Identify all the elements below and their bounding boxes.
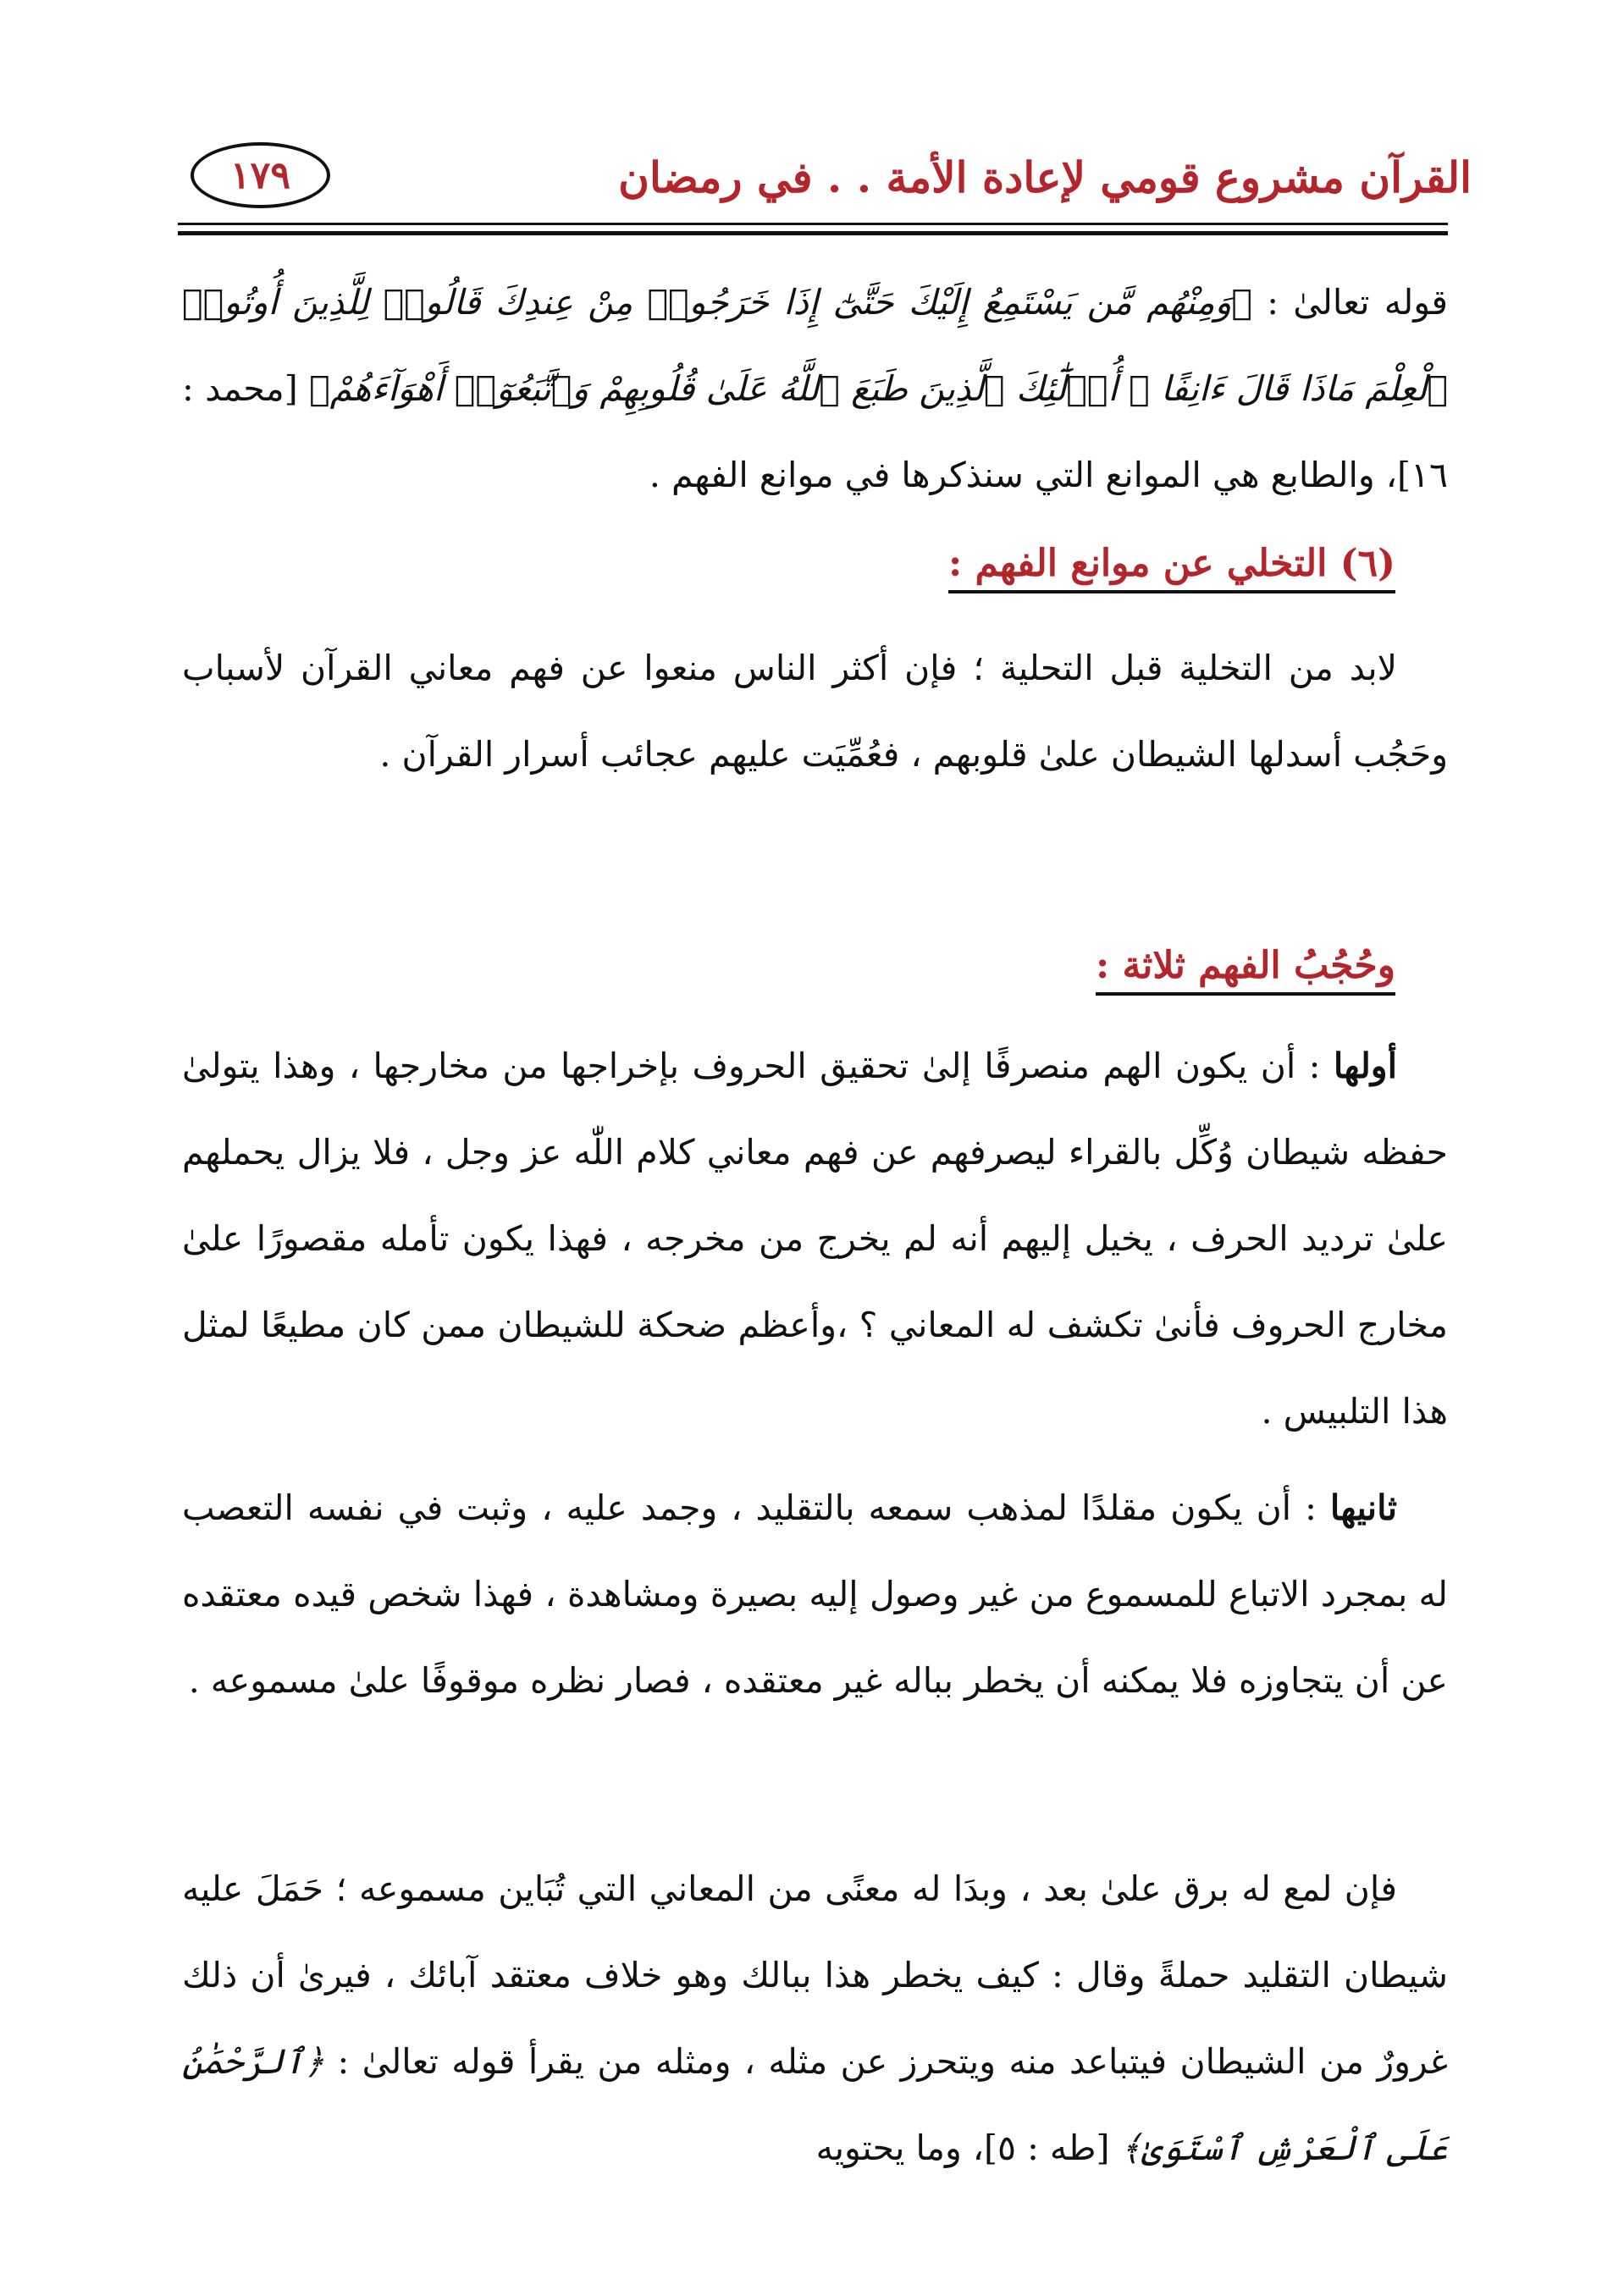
para5-text: فإن لمع له برق علىٰ بعد ، وبدَا له معنًى من المعاني التي تُبَاين مسموعه ؛ حَمَلَ عليه شيطان التقليد حملةً وقال : كيف يخطر هذا ببالك وهو خلاف معتقد آبائك ، فيرىٰ أن ذلك غرورٌ من الشيطان فيتباعد منه ويتحرز عن مثله ، ومثله من يقرأ قوله تعالىٰ :: [182, 1868, 1448, 2082]
header-rule-thin: [178, 223, 1448, 225]
paragraph-1: [182, 259, 1448, 518]
section-heading-6: (٦) التخلي عن موانع الفهم :: [948, 542, 1395, 593]
subheading-hujub: وحُجُبُ الفهم ثلاثة :: [1096, 944, 1395, 996]
paragraph-4: [182, 1465, 1448, 1724]
quran-verse-2: ﴿ٱلرَّحْمَٰنُ عَلَى ٱلْعَرْشِ ٱسْتَوَىٰ﴾: [182, 2041, 1448, 2168]
paragraph-2: [182, 625, 1448, 798]
page-number-badge: [191, 142, 330, 208]
paragraph-3: [182, 1023, 1448, 1454]
para1-intro: قوله تعالىٰ :: [1252, 282, 1448, 323]
page-number: ١٧٩: [230, 153, 290, 197]
header-rule-thick: [178, 231, 1448, 235]
para5-rest: [طه : ٥]، وما يحتويه: [815, 2128, 1121, 2168]
para3-text: : أن يكون الهم منصرفًا إلىٰ تحقيق الحروف بإخراجها من مخارجها ، وهذا يتولىٰ حفظه شيطان وُكِّل بالقراء ليصرفهم عن فهم معاني كلام اللّٰه عز وجل ، فلا يزال يحملهم علىٰ ترديد الحرف ، يخيل إليهم أنه لم يخرج من مخرجه ، فهذا يكون تأمله مقصورًا علىٰ مخارج الحروف فأنىٰ تكشف له المعاني ؟ ،وأعظم ضحكة للشيطان ممن كان مطيعًا لمثل هذا التلبيس .: [182, 1046, 1448, 1432]
para2-text: لابد من التخلية قبل التحلية ؛ فإن أكثر الناس منعوا عن فهم معاني القرآن لأسباب وحَجُب أسدلها الشيطان علىٰ قلوبهم ، فعُمِّيَت عليهم عجائب أسرار القرآن .: [182, 648, 1448, 775]
para4-lead: ثانيها: [1329, 1487, 1397, 1528]
para3-lead: أولها: [1333, 1046, 1397, 1086]
para4-text: : أن يكون مقلدًا لمذهب سمعه بالتقليد ، وجمد عليه ، وثبت في نفسه التعصب له بمجرد الاتباع للمسموع من غير وصول إليه بصيرة ومشاهدة ، فهذا شخص قيده معتقده عن أن يتجاوزه فلا يمكنه أن يخطر بباله غير معتقده ، فصار نظره موقوفًا علىٰ مسموعه .: [182, 1487, 1448, 1701]
para1-rest: [محمد : ١٦]، والطابع هي الموانع التي سنذكرها في موانع الفهم .: [182, 368, 1448, 495]
paragraph-5: [182, 1846, 1448, 2191]
quran-verse: ﴿وَمِنْهُم مَّن يَسْتَمِعُ إِلَيْكَ حَتَّىٰٓ إِذَا خَرَجُوا۟ مِنْ عِندِكَ قَالُوا۟ لِلَّذِينَ أُوتُوا۟ ٱلْعِلْمَ مَاذَا قَالَ ءَانِفًا ۚ أُو۟لَٰٓئِكَ ٱلَّذِينَ طَبَعَ ٱللَّهُ عَلَىٰ قُلُوبِهِمْ وَٱتَّبَعُوٓا۟ أَهْوَآءَهُمْ﴾: [182, 282, 1448, 409]
running-title: القرآن مشروع قومي لإعادة الأمة . . في رمضان: [618, 152, 1472, 202]
